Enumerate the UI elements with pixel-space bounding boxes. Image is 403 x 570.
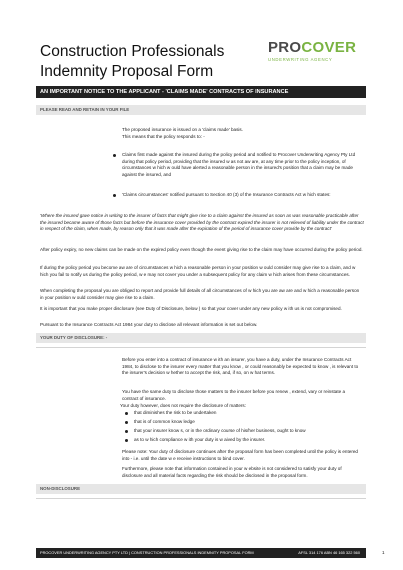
duty-continues-note: Please note: Your duty of disclosure continues after the proposal form has been completed until the policy is entered into - i.e. until the date w e receive instructions to bind cover. — [122, 449, 358, 461]
bullet-dot-icon — [125, 421, 128, 424]
claims-first-made-bullet: Claims first made against the insured during the policy period and notified to Procover Underwriting Agency Pty Ltd during that policy period, providing that the insured w as not aw are, at any time prior to the policy inception, of circumstances w hich w ould have alerted a reasonable person in the insured's position that a claim may be made against the insured, and — [122, 152, 356, 177]
section-heading-read-retain: PLEASE READ AND RETAIN IN YOUR FILE — [36, 105, 366, 115]
procover-logo — [268, 40, 368, 62]
logo-tagline: UNDERWRITING AGENCY — [268, 57, 333, 62]
duty-paragraph-2: You have the same duty to disclose those matters to the insurer before you renew , extend, vary or reinstate a contract of insurance. — [122, 389, 346, 401]
disclosure-exception-item: that your insurer know s, or in the ordinary course of his/her business, ought to know — [134, 428, 306, 433]
footer-afsl-abn: AFSL 314 176 ABN 46 165 322 560 — [298, 550, 360, 555]
proper-disclosure-paragraph: It is important that you make proper disclosure (see Duty of Disclosure, below ) so that your cover under any new policy w ith us is not compromised. — [40, 306, 342, 311]
bullet-dot-icon — [113, 194, 116, 197]
intro-line-2: This means that the policy responds to: - — [122, 133, 205, 139]
disclosure-exception-item: as to w hich compliance w ith your duty is w aived by the insurer. — [134, 437, 266, 442]
intro-line-1: The proposed insurance is issued on a 'claims made' basis. — [122, 127, 243, 132]
logo-cover: COVER — [301, 39, 357, 56]
title-line-2: Indemnity Proposal Form — [40, 63, 214, 80]
disclosure-exception-item: that is of common know ledge — [134, 419, 195, 424]
footer-bar — [36, 548, 366, 558]
bullet-dot-icon — [125, 439, 128, 442]
notify-circumstances-paragraph: If during the policy period you become aw are of circumstances w hich a reasonable person in your position w ould consider may give rise to a claim, and w hich you fail to notify us during the policy period, w e may not cover you under a subsequent policy for any claim w hich arises from these circumstances. — [40, 265, 356, 277]
claims-made-intro — [122, 127, 362, 140]
bullet-dot-icon — [125, 430, 128, 433]
title-line-1: Construction Professionals — [40, 43, 225, 60]
important-notice-bar: AN IMPORTANT NOTICE TO THE APPLICANT - 'CLAIMS MADE' CONTRACTS OF INSURANCE — [36, 86, 366, 98]
page-number: 1 — [382, 550, 385, 555]
website-information-note: Furthermore, please note that information contained in your w ebsite is not considered to satisfy your duty of disclosure and all material facts regarding the risk should be disclosed in the proposal form. — [122, 466, 342, 478]
report-circumstances-paragraph: When completing the proposal you are obliged to report and provide full details of all circumstances of w hich you are aw are and w hich a reasonable person in your position w ould consider may give rise to a claim. — [40, 288, 360, 300]
section-heading-duty-of-disclosure: YOUR DUTY OF DISCLOSURE: - — [36, 333, 366, 343]
footer-company-text: PROCOVER UNDERWRITING AGENCY PTY LTD | CONSTRUCTION PROFESSIONALS INDEMNITY PROPOSAL FORM — [40, 550, 254, 555]
logo-pro: PRO — [268, 39, 302, 56]
section-heading-non-disclosure: NON-DISCLOSURE — [36, 484, 366, 494]
duty-paragraph-3: Your duty however, does not require the disclosure of matters: — [120, 403, 246, 408]
section-divider — [36, 498, 366, 499]
section-divider — [36, 347, 366, 348]
disclosure-exception-item: that diminishes the risk to be undertaken — [134, 410, 217, 415]
insurance-act-paragraph: Pursuant to the Insurance Contracts Act 1984 your duty to disclose all relevant information is set out below. — [40, 322, 258, 327]
bullet-dot-icon — [113, 154, 116, 157]
page-title — [40, 42, 224, 82]
duty-paragraph-1: Before you enter into a contract of insurance w ith an insurer, you have a duty, under the Insurance Contracts Act 1984, to disclose to the insurer every matter that you know , or could reasonably be expected to know , is relevant to the insurer's decision w hether to accept the risk, and, if so, on w hat terms. — [122, 357, 359, 376]
section-40-quote: 'Where the insured gave notice in writing to the insurer of facts that might give rise to a claim against the insured as soon as was reasonable practicable after the insured became aware of those facts but before the insurance cover provided by the contract expired the insurer is not relieved of liability under the contract in respect of the claim, when made, by reason only that it was made after the expiration of the period of insurance cover provide by the contract' — [40, 213, 364, 232]
logo-wordmark — [268, 40, 368, 56]
bullet-dot-icon — [125, 412, 128, 415]
claims-circumstances-bullet: 'Claims circumstances' notified pursuant to Section 40 (3) of the Insurance Contracts Act w hich states: — [122, 192, 331, 197]
policy-expiry-paragraph: After policy expiry, no new claims can be made on the expired policy even though the event giving rise to the claim may have occurred during the policy period. — [40, 247, 363, 252]
